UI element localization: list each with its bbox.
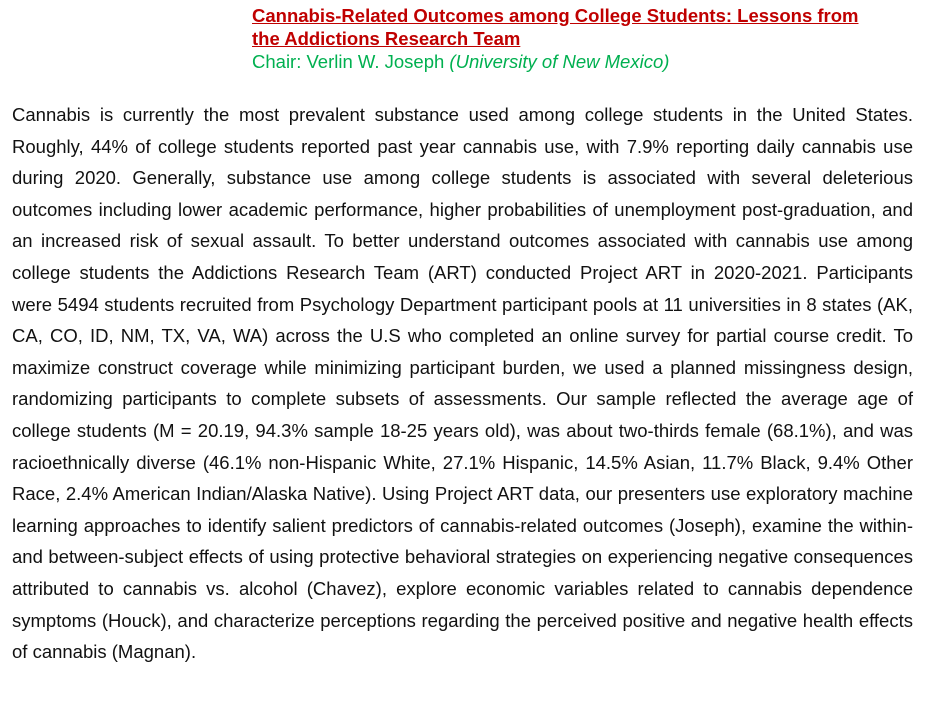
session-chair — [252, 50, 922, 73]
session-header — [252, 4, 922, 73]
chair-affiliation: (University of New Mexico) — [449, 51, 670, 72]
session-title-line-1: Cannabis-Related Outcomes among College Students: Lessons from — [252, 5, 859, 26]
session-title — [252, 4, 922, 50]
chair-name: Chair: Verlin W. Joseph — [252, 51, 445, 72]
abstract-paragraph: Cannabis is currently the most prevalent substance used among college students in the United States. Roughly, 44% of college students reported past year cannabis use, with 7.9% reporting daily cannabis use during 2020. Generally, substance use among college students is associated with several deleterious outcomes including lower academic performance, higher probabilities of unemployment post-graduation, and an increased risk of sexual assault. To better understand outcomes associated with cannabis use among college students the Addictions Research Team (ART) conducted Project ART in 2020-2021. Participants were 5494 students recruited from Psychology Department participant pools at 11 universities in 8 states (AK, CA, CO, ID, NM, TX, VA, WA) across the U.S who completed an online survey for partial course credit. To maximize construct coverage while minimizing participant burden, we used a planned missingness design, randomizing participants to complete subsets of assessments. Our sample reflected the average age of college students (M = 20.19, 94.3% sample 18-25 years old), was about two-thirds female (68.1%), and was racioethnically diverse (46.1% non-Hispanic White, 27.1% Hispanic, 14.5% Asian, 11.7% Black, 9.4% Other Race, 2.4% American Indian/Alaska Native). Using Project ART data, our presenters use exploratory machine learning approaches to identify salient predictors of cannabis-related outcomes (Joseph), examine the within- and between-subject effects of using protective behavioral strategies on experiencing negative consequences attributed to cannabis vs. alcohol (Chavez), explore economic variables related to cannabis dependence symptoms (Houck), and characterize perceptions regarding the perceived positive and negative health effects of cannabis (Magnan). — [12, 104, 913, 663]
session-title-line-2: the Addictions Research Team — [252, 28, 521, 49]
